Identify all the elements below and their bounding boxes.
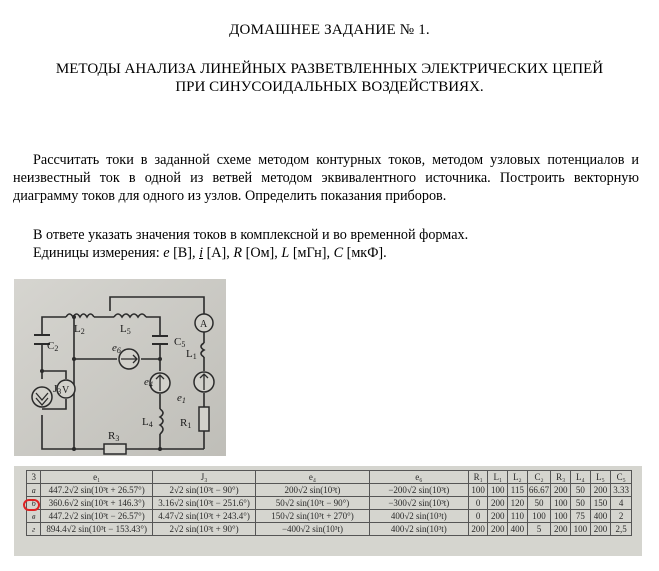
circuit-photo bbox=[14, 279, 226, 456]
table-cell: 360.6√2 sin(10³t + 146.3°) bbox=[41, 497, 153, 510]
node-voltmeter-top bbox=[40, 369, 44, 373]
node-bottom-right bbox=[158, 447, 162, 451]
table-cell: 200 bbox=[590, 523, 611, 536]
resistor-r1 bbox=[199, 407, 209, 431]
table-cell: г bbox=[27, 523, 41, 536]
table-cell: 447.2√2 sin(10³t − 26.57°) bbox=[41, 510, 153, 523]
label-l1: L1 bbox=[186, 348, 197, 361]
table-cell: 150 bbox=[590, 497, 611, 510]
table-cell: 115 bbox=[508, 484, 528, 497]
table-cell: 4 bbox=[611, 497, 632, 510]
table-header-cell: L₂ bbox=[508, 471, 528, 484]
table-cell: 200 bbox=[551, 484, 571, 497]
table-header-cell: L₅ bbox=[590, 471, 611, 484]
table-cell: 4.47√2 sin(10³t + 243.4°) bbox=[152, 510, 255, 523]
table-row bbox=[27, 484, 632, 497]
table-cell: 200 bbox=[488, 497, 508, 510]
document-subtitle bbox=[0, 60, 659, 96]
table-cell: 110 bbox=[508, 510, 528, 523]
table-cell: 75 bbox=[571, 510, 591, 523]
table-row bbox=[27, 497, 632, 510]
units-r-unit: [Ом], bbox=[242, 245, 282, 261]
table-row bbox=[27, 523, 632, 536]
table-header-cell: L₄ bbox=[571, 471, 591, 484]
table-cell: 400 bbox=[508, 523, 528, 536]
label-l2: L2 bbox=[74, 323, 85, 336]
label-r3: R3 bbox=[108, 430, 120, 443]
units-e-unit: [В], bbox=[169, 245, 200, 261]
table-cell: 100 bbox=[551, 510, 571, 523]
table-header-cell: e₁ bbox=[41, 471, 153, 484]
label-c5: C5 bbox=[174, 336, 186, 349]
table-cell: 2√2 sin(10³t + 90°) bbox=[152, 523, 255, 536]
table-header-cell: e₆ bbox=[369, 471, 468, 484]
table-cell: 100 bbox=[527, 510, 551, 523]
units-i-unit: [А], bbox=[203, 245, 234, 261]
table-cell: 200 bbox=[551, 523, 571, 536]
table-header-cell: C₅ bbox=[611, 471, 632, 484]
table-cell: 200 bbox=[468, 523, 488, 536]
label-j3: J3 bbox=[53, 383, 62, 396]
label-c2: C2 bbox=[47, 340, 59, 353]
node-e6-left bbox=[72, 357, 76, 361]
table-cell: 200√2 sin(10³t) bbox=[256, 484, 370, 497]
units-i-symbol: i bbox=[199, 245, 204, 261]
table-cell: 66.67 bbox=[528, 485, 550, 495]
table-cell: 2,5 bbox=[611, 523, 632, 536]
table-cell: 50 bbox=[527, 497, 551, 510]
table-row bbox=[27, 510, 632, 523]
table-header-row bbox=[27, 471, 632, 484]
label-l4: L4 bbox=[142, 416, 153, 429]
table-cell: 447.2√2 sin(10³t + 26.57°) bbox=[41, 484, 153, 497]
table-cell: 200 bbox=[590, 484, 611, 497]
variants-table bbox=[26, 470, 632, 536]
source-j3-circle bbox=[32, 387, 52, 407]
table-cell: 2 bbox=[611, 510, 632, 523]
table-cell: 400 bbox=[590, 510, 611, 523]
units-l-symbol: L bbox=[281, 245, 290, 261]
label-e1: e1 bbox=[177, 392, 186, 405]
table-cell: 100 bbox=[571, 523, 591, 536]
table-cell: 400√2 sin(10³t) bbox=[369, 510, 468, 523]
table-cell: −400√2 sin(10³t) bbox=[256, 523, 370, 536]
units-c-symbol: C bbox=[333, 245, 344, 261]
table-cell: 50 bbox=[571, 497, 591, 510]
selected-variant-circle bbox=[23, 499, 40, 511]
table-cell: 50 bbox=[571, 484, 591, 497]
node-e6-right bbox=[158, 357, 162, 361]
table-cell: 150√2 sin(10³t + 270°) bbox=[256, 510, 370, 523]
table-cell: 200 bbox=[488, 523, 508, 536]
label-l5: L5 bbox=[120, 323, 131, 336]
table-cell: 100 bbox=[468, 484, 488, 497]
label-e4: e4 bbox=[144, 376, 153, 389]
table-header-cell: C₂ bbox=[527, 471, 551, 484]
table-cell: −200√2 sin(10³t) bbox=[369, 484, 468, 497]
subtitle-line-2: ПРИ СИНУСОИДАЛЬНЫХ ВОЗДЕЙСТВИЯХ. bbox=[175, 79, 484, 95]
table-cell: −300√2 sin(10³t) bbox=[369, 497, 468, 510]
table-header-cell: 3 bbox=[27, 471, 41, 484]
label-ammeter: A bbox=[200, 319, 208, 330]
circuit-diagram bbox=[14, 279, 226, 456]
units-l-unit: [мГн], bbox=[289, 245, 334, 261]
task-paragraph: Рассчитать токи в заданной схеме методом контурных токов, методом узловых потенциалов и неизвестный ток в одной из ветвей методом эквивалентного источника. Построить векторную диаграмму токов для одного из узлов. Определить показания приборов. bbox=[13, 152, 639, 204]
units-c-unit: [мкФ]. bbox=[343, 245, 387, 261]
subtitle-line-1: МЕТОДЫ АНАЛИЗА ЛИНЕЙНЫХ РАЗВЕТВЛЕННЫХ ЭЛЕКТРИЧЕСКИХ ЦЕПЕЙ bbox=[55, 61, 604, 77]
units-r-symbol: R bbox=[233, 245, 243, 261]
table-cell: 5 bbox=[527, 523, 551, 536]
table-header-cell: J₃ bbox=[152, 471, 255, 484]
table-cell: 0 bbox=[468, 510, 488, 523]
units-prefix: Единицы измерения: bbox=[33, 245, 164, 261]
table-cell: б bbox=[27, 497, 41, 510]
table-cell: 200 bbox=[488, 510, 508, 523]
table-cell: 100 bbox=[488, 484, 508, 497]
table-cell: 0 bbox=[468, 497, 488, 510]
table-cell: 120 bbox=[508, 497, 528, 510]
table-header-cell: R₃ bbox=[551, 471, 571, 484]
table-cell: 50√2 sin(10³t − 90°) bbox=[256, 497, 370, 510]
node-bottom-center bbox=[72, 447, 76, 451]
table-cell: 3.33 bbox=[611, 484, 632, 497]
table-cell: 400√2 sin(10³t) bbox=[369, 523, 468, 536]
table-cell: а bbox=[27, 484, 41, 497]
label-voltmeter: V bbox=[62, 385, 70, 396]
table-header-cell: R₁ bbox=[468, 471, 488, 484]
table-cell: в bbox=[27, 510, 41, 523]
label-e6: e6 bbox=[112, 342, 121, 355]
table-cell: 3.16√2 sin(10³t − 251.6°) bbox=[152, 497, 255, 510]
resistor-r3 bbox=[104, 444, 126, 454]
table-cell: 2√2 sin(10³t − 90°) bbox=[152, 484, 255, 497]
units-e-symbol: e bbox=[163, 245, 170, 261]
node-top-center bbox=[72, 315, 76, 319]
table-cell: 894.4√2 sin(10³t − 153.43°) bbox=[41, 523, 153, 536]
answer-paragraph: В ответе указать значения токов в комплексной и во временной формах. bbox=[33, 227, 469, 243]
table-header-cell: L₁ bbox=[488, 471, 508, 484]
table-header-cell: e₄ bbox=[256, 471, 370, 484]
photo-background bbox=[14, 279, 226, 456]
table-cell: 100 bbox=[551, 497, 571, 510]
label-r1: R1 bbox=[180, 417, 192, 430]
document-title: ДОМАШНЕЕ ЗАДАНИЕ № 1. bbox=[229, 22, 430, 38]
units-paragraph bbox=[13, 244, 639, 262]
